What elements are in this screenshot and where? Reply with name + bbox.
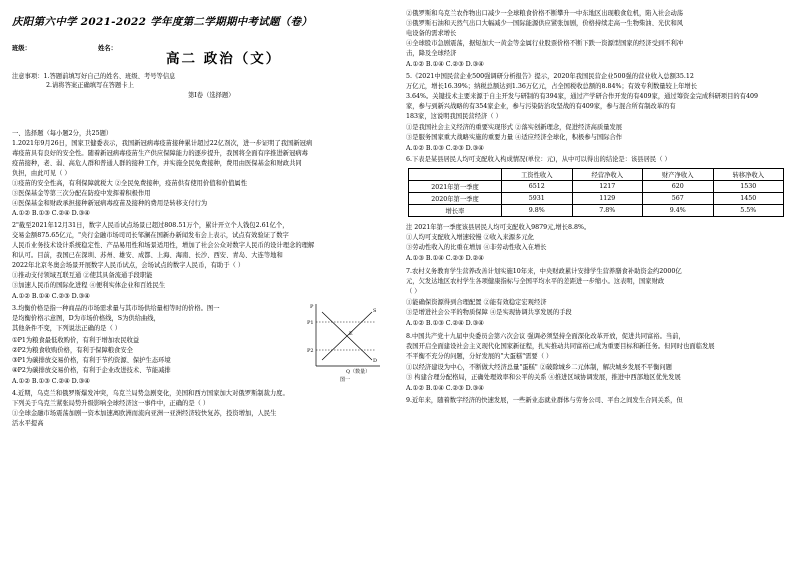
table-header-cell: 转移净收入 [713, 169, 784, 181]
text-line: 2022年北京冬奥会场景开展数字人民币试点，会场试点的数字人民币，有助于（ ） [12, 262, 245, 269]
name-label: 姓名： [98, 45, 117, 52]
equilibrium-graph [306, 300, 384, 382]
text-line: 是均衡价格示意图，D为市场价格线，S为供给曲线， [12, 315, 160, 322]
text-line: ③劳动性收入的比重在增加 ④非劳动性收入在增长 [406, 244, 547, 251]
text-line: 人民币业务技术设计系统稳定性、产品易用性和场景适用性，增加了社会公众对数字人民币的设计理念的理解 [12, 242, 315, 249]
text-line: 活水平提高 [12, 420, 44, 427]
table-row [409, 205, 784, 217]
text-line: 8.中国共产党十九届中央委员会第六次会议 强调必须坚持全面深化改革开放，促进共同富裕。当前， [406, 333, 685, 340]
answer-options: A.①② B.①④ C.②③ D.③④ [406, 385, 484, 392]
text-line: 183家，这说明我国民营经济（ ） [406, 113, 502, 120]
x-axis-label: Q（数量） [346, 369, 371, 375]
text-line: ③P1为碳排放交易价格，有利于节约资源、保护生态环境 [12, 357, 171, 364]
text-line: 下列关于乌克兰紧张局势升级影响全球经济这一事件中，正确的是（ ） [12, 400, 210, 407]
text-line: 9.近年来，随着数字经济的快速发展，一些新业态就业群体与劳务公司、平台之间发生合同关系，但 [406, 397, 683, 404]
text-line: ②俄罗斯和乌克兰农作物出口减少一全球粮食价格不断攀升一中东地区出现粮食危机，陷入社会动荡 [406, 10, 684, 17]
text-line: ③是服务国家重大战略实施的重要力量 ④适应经济全球化，积极参与国际合作 [406, 134, 623, 141]
table-note: 注 2021年第一季度该县居民人均可支配收入9879元,增长8.8%。 [406, 224, 591, 231]
answer-options: A.①② B.①④ C.②③ D.③④ [12, 293, 90, 300]
text-line: 电设备的需求增长 [406, 30, 457, 37]
y-axis-label: P [310, 304, 314, 310]
income-table [408, 168, 784, 217]
text-line: 3.均衡价格是指一种商品的市场需求量与其市场供给量相等时的价格。图一 [12, 305, 220, 312]
text-line: 毒疫苗具有良好的安全性。随着新冠病毒疫苗生产供应保障能力的逐步提升，我国将全面有序推进新冠病毒 [12, 150, 308, 157]
notes-line-1: 注意事项：1.答题前填写好自己的姓名、班级、考号等信息 [12, 73, 176, 80]
text-line: 不平衡不充分的问题，分好发展的"大蛋糕"需要（ ） [406, 353, 553, 360]
text-line: 我国开启全面建设社会主义现代化国家新征程，扎实推动共同富裕已成为重要目标和新任务。但同时也面临发展 [406, 343, 715, 350]
table-cell: 620 [643, 181, 714, 193]
text-line: ③是增进社会公平的物质保障 ④是实现协调共享发展的手段 [406, 309, 572, 316]
table-cell: 1217 [572, 181, 643, 193]
text-line: 交易金额875.65亿元，"央行金融市场司司长邹澜在国新办新闻发布会上表示，试点有效验证了数字 [12, 232, 289, 239]
text-line: ④全球股市急剧震荡，据短加大一黄金等金属行业股票价格不断下跌一资源型国家的经济受到不利冲 [406, 40, 684, 47]
table-cell: 5.5% [713, 205, 784, 217]
section-title: 一、选择题（每小题2分，共25题） [12, 130, 113, 137]
text-line: 和认可。目前，我国已在深圳、苏州、雄安、成都、上海、海南、长沙、西安、青岛、大连等地和 [12, 252, 283, 259]
text-line: 负担，由此可见（ ） [12, 170, 71, 177]
answer-options: A.①② B.①③ C.②③ D.③④ [406, 145, 484, 152]
table-header-cell: 经营净收入 [572, 169, 643, 181]
text-line: ④医保基金和财政承担接种新冠病毒疫苗及接种的费用是转移支付行为 [12, 200, 208, 207]
table-cell: 1530 [713, 181, 784, 193]
table-cell: 5931 [502, 193, 573, 205]
text-line: ①是我国社会主义经济的重要实现形式 ②落实创新理念，促进经济高质量发展 [406, 124, 623, 131]
text-line: 其他条件不变，下列说法正确的是（ ） [12, 325, 122, 332]
exam-title: 庆阳第六中学 2021-2022 学年度第二学期期中考试题（卷） [12, 16, 313, 28]
text-line: 7.农村义务教育学生营养改善计划实施10年来，中央财政累计安排学生营养膳食补助资金约2000亿 [406, 268, 682, 275]
table-cell: 567 [643, 193, 714, 205]
table-cell: 9.8% [502, 205, 573, 217]
answer-options: A.①② B.①③ C.②④ D.③④ [12, 378, 90, 385]
text-line: 6.下表是某县居民人均可支配收入构成情况(单位：元)，从中可以得出的结论是：该县居民（ ） [406, 156, 671, 163]
table-cell: 1450 [713, 193, 784, 205]
text-line: 疫苗接种，老、弱、高危人群和普通人群的接种工作，并实施全民免费接种，费用由医保基金和财政共同 [12, 160, 302, 167]
table-cell: 1129 [572, 193, 643, 205]
subject-title: 高二 政治（文） [166, 51, 282, 67]
text-line: 4.近期，乌克兰和俄罗斯爆发冲突，乌克兰局势急剧变化，美国和西方国家加大对俄罗斯制裁力度。 [12, 390, 289, 397]
p2-label: P2 [307, 348, 314, 354]
table-cell: 2020年第一季度 [409, 193, 502, 205]
text-line: ①全球金融市场震荡加剧一资本加速离欧洲而流向亚洲一亚洲经济较快复苏，投资增加，人民生 [12, 410, 277, 417]
text-line: ①疫苗的安全性高，有利保障就税大 ②全民免费接种，疫苗供有使用价值和价值属性 [12, 180, 247, 187]
text-line: 元，欠发达地区农村学生各项健康指标与全国平均水平的差距进一步缩小。这表明，国家财政 [406, 278, 665, 285]
table-cell: 2021年第一季度 [409, 181, 502, 193]
text-line: ①能确保资源得到合理配置 ②能有效稳定宏观经济 [406, 299, 547, 306]
table-header-cell: 工资性收入 [502, 169, 573, 181]
p1-label: P1 [307, 320, 314, 326]
table-cell: 9.4% [643, 205, 714, 217]
table-header-cell [409, 169, 502, 181]
answer-options: A.①② B.①③ C.②④ D.③④ [12, 210, 90, 217]
text-line: ①以经济建设为中心，不断做大经济总量"蛋糕" ②破除城乡二元体制，解决城乡发展不平衡问题 [406, 364, 672, 371]
text-line: ③加速人民币的国际化进程 ④便利实体企业和百姓民生 [12, 282, 166, 289]
answer-options: A.①② B.①③ C.②④ D.③④ [406, 320, 484, 327]
answer-options: A.①② B.①④ C.②③ D.③④ [406, 61, 484, 68]
text-line: ①推动支付领域互联互通 ②使其具备流通手段职能 [12, 272, 153, 279]
text-line: 5.《2021中国民营企业500强调研分析报告》提示，2020年我国民营企业500强的营业收入总额35.12 [406, 73, 694, 80]
table-row [409, 181, 784, 193]
supply-label: S [373, 308, 377, 314]
text-line: ①人均可支配收入增速较慢 ②收入来源多元化 [406, 234, 534, 241]
text-line: 家，参与到新兴战略的有354家企业，参与污染防治攻坚战的有409家，参与混合所有制改革的有 [406, 103, 676, 110]
figure-caption: 图一 [340, 377, 351, 382]
text-line: 3.64%。关键技术主要来源于自主开发与研制的有394家，通过产学研合作开发的有409家，通过筹资金完成科研项目的有409 [406, 93, 759, 100]
text-line: ①P1为粮食最低收购价，有利于增加农民收益 [12, 337, 140, 344]
volume-title: 第I卷（选择题） [188, 92, 235, 99]
text-line: ③医保基金等第三次分配在防疫中发挥着积极作用 [12, 190, 151, 197]
text-line: ④P2为碳排放交易价格，有利于企业改进技术、节能减排 [12, 367, 171, 374]
table-header-cell: 财产净收入 [643, 169, 714, 181]
left-column [6, 0, 386, 562]
demand-label: D [373, 358, 378, 364]
text-line: 1.2021年9月26日，国家卫健委表示，我国新冠病毒疫苗接种累计超过22亿剂次，进一步证明了我国新冠病 [12, 140, 313, 147]
text-line: ③ 构建合理分配格局，正确处理效率和公平的关系 ④推进区域协调发展，推进中西部地区优先发展 [406, 374, 681, 381]
text-line: 万亿元，增长16.39%；纳税总额达到1.36万亿元，占全国税收总额的8.84%；有效专利数量较上年增长 [406, 83, 698, 90]
text-line: 2"截至2021年12月31日，数字人民币试点场景已超过808.51万个，累计开立个人钱包2.61亿个， [12, 222, 289, 229]
table-cell: 增长率 [409, 205, 502, 217]
text-line: （ ） [406, 288, 421, 295]
table-row [409, 193, 784, 205]
right-column [406, 0, 790, 562]
text-line: ②P2为粮食收购价格，有利于保障粮食安全 [12, 347, 133, 354]
answer-options: A.①③ B.①④ C.②③ D.②④ [406, 255, 484, 262]
table-cell: 6512 [502, 181, 573, 193]
class-label: 班级： [12, 45, 31, 52]
table-header-row [409, 169, 784, 181]
table-cell: 7.8% [572, 205, 643, 217]
equilibrium-label: E [349, 331, 353, 337]
text-line: ③俄罗斯石油和天然气出口大幅减少一国际能源供应紧张加剧，价格持续走高一生物柴油、光伏和风 [406, 20, 684, 27]
text-line: 击，降及全球经济 [406, 50, 457, 57]
notes-line-2: 2.请将答案正确填写在答题卡上 [46, 82, 134, 89]
